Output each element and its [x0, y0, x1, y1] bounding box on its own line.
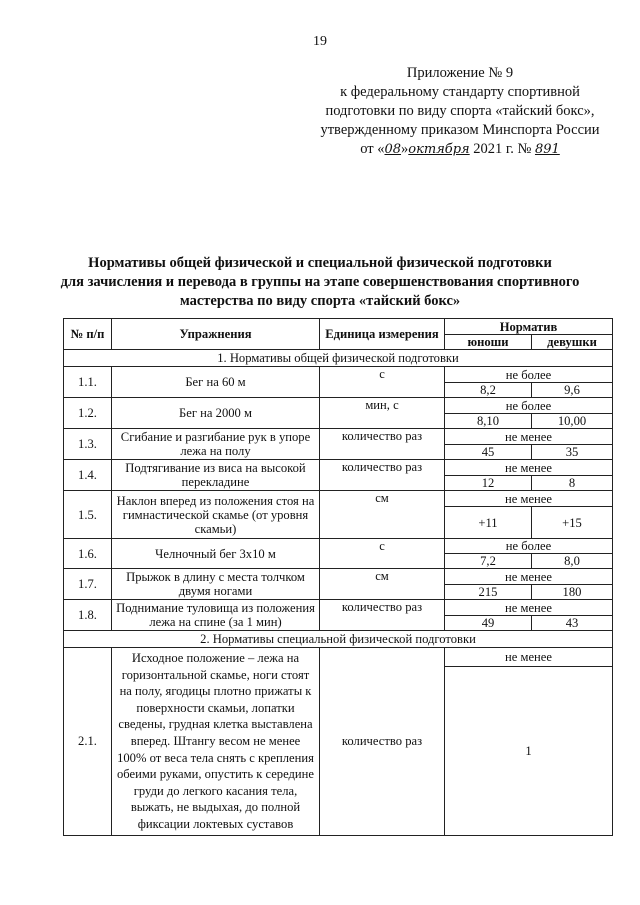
appendix-line: утвержденному приказом Минспорта России [320, 122, 600, 138]
row-unit: количество раз [320, 460, 445, 491]
value-girls: 43 [532, 616, 613, 631]
row-exercise: Бег на 2000 м [112, 398, 320, 429]
date-year: 2021 г. № [469, 141, 535, 157]
table-row [64, 569, 613, 585]
value-girls: 8,0 [532, 554, 613, 569]
row-condition: не более [445, 539, 613, 554]
header-num: № п/п [64, 319, 112, 350]
table-row [64, 367, 613, 383]
row-unit: количество раз [320, 600, 445, 631]
value-boys: 8,10 [445, 414, 532, 429]
table-row [64, 491, 613, 507]
header-boys: юноши [445, 335, 532, 350]
value-girls: 180 [532, 585, 613, 600]
value-boys: 12 [445, 476, 532, 491]
row-exercise: Подтягивание из виса на высокой перекладине [112, 460, 320, 491]
title-line: для зачисления и перевода в группы на этапе совершенствования спортивного [60, 274, 580, 290]
row-condition: не менее [445, 600, 613, 616]
title-line: Нормативы общей физической и специальной физической подготовки [88, 255, 552, 271]
row-condition: не более [445, 398, 613, 414]
title-line: мастерства по виду спорта «тайский бокс» [179, 293, 461, 309]
norms-table [63, 318, 613, 836]
row-exercise: Наклон вперед из положения стоя на гимнастической скамье (от уровня скамьи) [112, 491, 320, 539]
appendix-line: подготовки по виду спорта «тайский бокс», [325, 103, 595, 119]
value-boys: +11 [445, 507, 532, 539]
row-num: 1.7. [64, 569, 112, 600]
value-girls: +15 [532, 507, 613, 539]
order-day: 08 [384, 142, 402, 157]
row-condition: не менее [445, 460, 613, 476]
appendix-line: к федеральному стандарту спортивной [340, 84, 580, 100]
header-unit: Единица измерения [320, 319, 445, 350]
row-num: 2.1. [64, 648, 112, 836]
appendix-block [300, 64, 620, 159]
table-row [64, 398, 613, 414]
row-num: 1.5. [64, 491, 112, 539]
row-num: 1.4. [64, 460, 112, 491]
row-exercise: Поднимание туловища из положения лежа на спине (за 1 мин) [112, 600, 320, 631]
appendix-title: Приложение № 9 [406, 65, 514, 81]
value-girls: 9,6 [532, 383, 613, 398]
page-number: 19 [313, 34, 327, 49]
row-num: 1.2. [64, 398, 112, 429]
row-unit: с [320, 539, 445, 569]
date-mid: » [401, 141, 409, 157]
row-exercise: Сгибание и разгибание рук в упоре лежа на полу [112, 429, 320, 460]
section-title: 2. Нормативы специальной физической подготовки [64, 631, 613, 648]
value-boys: 7,2 [445, 554, 532, 569]
row-exercise: Прыжок в длину с места толчком двумя ногами [112, 569, 320, 600]
row-exercise: Челночный бег 3х10 м [112, 539, 320, 569]
table-row [64, 600, 613, 616]
value-girls: 10,00 [532, 414, 613, 429]
row-unit: см [320, 569, 445, 600]
value-boys: 49 [445, 616, 532, 631]
value-boys: 45 [445, 445, 532, 460]
header-girls: девушки [532, 335, 613, 350]
order-month: октября [408, 142, 470, 157]
table-header-row [64, 319, 613, 335]
row-condition: не менее [445, 491, 613, 507]
table-row [64, 648, 613, 667]
value-both: 1 [445, 666, 613, 835]
header-norm: Норматив [445, 319, 613, 335]
row-num: 1.3. [64, 429, 112, 460]
section-row [64, 631, 613, 648]
value-girls: 8 [532, 476, 613, 491]
date-prefix: от « [360, 141, 385, 157]
order-date-line [300, 140, 620, 159]
header-exercise: Упражнения [112, 319, 320, 350]
document-title [40, 254, 600, 311]
row-num: 1.6. [64, 539, 112, 569]
value-girls: 35 [532, 445, 613, 460]
row-exercise: Бег на 60 м [112, 367, 320, 398]
row-condition: не менее [445, 569, 613, 585]
row-exercise: Исходное положение – лежа на горизонтальной скамье, ноги стоят на полу, ягодицы плотно прижаты к поверхности скамьи, лопатки сведены, грудная клетка выставлена вперед. Штангу весом не менее 100% от веса тела снять с крепления обеими руками, опустить к середине груди до легкого касания тела, выжать, не выдыхая, до полной фиксации локтевых суставов [112, 648, 320, 836]
section-row [64, 350, 613, 367]
row-unit: количество раз [320, 648, 445, 836]
row-num: 1.1. [64, 367, 112, 398]
order-number: 891 [534, 142, 560, 157]
value-boys: 8,2 [445, 383, 532, 398]
row-unit: с [320, 367, 445, 398]
section-title: 1. Нормативы общей физической подготовки [64, 350, 613, 367]
table-row [64, 460, 613, 476]
row-unit: мин, с [320, 398, 445, 429]
value-boys: 215 [445, 585, 532, 600]
row-condition: не менее [445, 648, 613, 667]
row-unit: см [320, 491, 445, 539]
row-unit: количество раз [320, 429, 445, 460]
row-num: 1.8. [64, 600, 112, 631]
table-row [64, 429, 613, 445]
table-row [64, 539, 613, 554]
row-condition: не более [445, 367, 613, 383]
row-condition: не менее [445, 429, 613, 445]
